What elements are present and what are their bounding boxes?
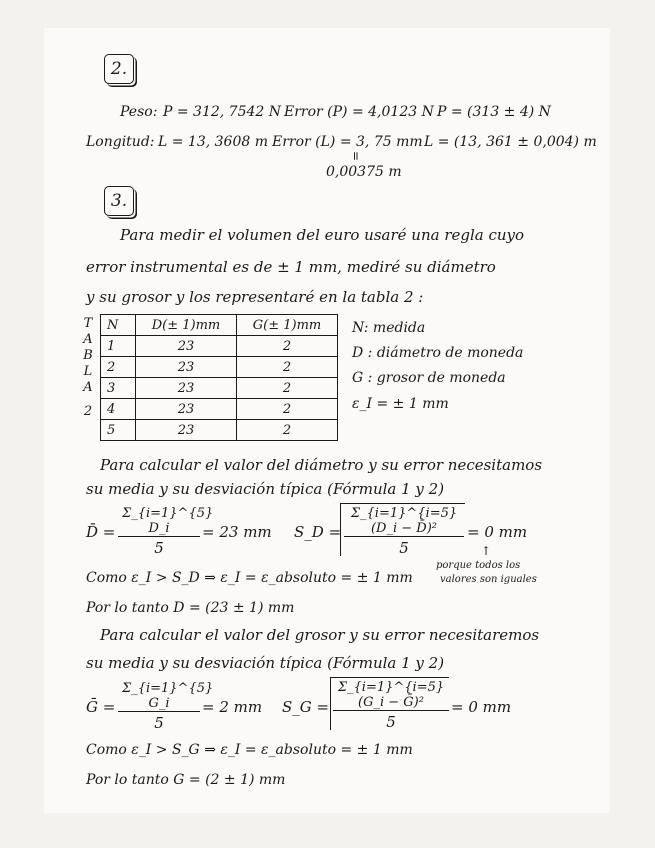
g-mean-result: = 2 mm (202, 698, 263, 716)
legend-d: D : diámetro de moneda (352, 345, 524, 361)
measurements-table (100, 314, 338, 441)
legend-g: G : grosor de moneda (352, 370, 506, 386)
d-mean-fraction (118, 506, 214, 557)
longitud-value: L = 13, 3608 m (158, 134, 268, 150)
cell-g: 2 (237, 378, 338, 399)
d-sd-numerator: Σ_{i=1}^{i=5} (D_i − D̄)² (344, 506, 464, 537)
cell-n: 3 (101, 378, 136, 399)
cell-g: 2 (237, 357, 338, 378)
g-sd-denominator: 5 (386, 713, 396, 731)
d-sd-fraction (344, 506, 464, 557)
longitud-error: Error (L) = 3, 75 mm (272, 134, 423, 150)
g-como: Como ε_I > S_G ⇒ ε_I = ε_absoluto = ± 1 mm (86, 742, 413, 758)
peso-label: Peso: (120, 104, 158, 120)
cell-d: 23 (136, 420, 237, 441)
table-row (101, 399, 338, 420)
cell-n: 2 (101, 357, 136, 378)
cell-d: 23 (136, 399, 237, 420)
g-sd-lhs: S_G = (282, 698, 330, 716)
intro-line-1: Para medir el volumen del euro usaré una regla cuyo (120, 226, 525, 244)
cell-n: 5 (101, 420, 136, 441)
longitud-label: Longitud: (86, 134, 155, 150)
intro-line-3: y su grosor y los representaré en la tabla 2 : (86, 288, 424, 306)
diameter-intro-1: Para calcular el valor del diámetro y su error necesitamos (100, 456, 543, 474)
peso-error: Error (P) = 4,0123 N (284, 104, 434, 120)
g-sd-fraction (333, 680, 449, 731)
g-mean-denominator: 5 (154, 714, 164, 732)
table-row (101, 336, 338, 357)
table-header-row (101, 315, 338, 336)
cell-g: 2 (237, 336, 338, 357)
table-row (101, 357, 338, 378)
section-2-number: 2. (104, 54, 134, 84)
d-sd-result: = 0 mm (467, 523, 528, 541)
peso-value: P = 312, 7542 N (163, 104, 282, 120)
cell-n: 1 (101, 336, 136, 357)
table-side-letter: T (83, 316, 93, 331)
header-n: N (101, 315, 136, 336)
up-arrow-icon: ↑ (481, 544, 492, 558)
header-d: D(± 1)mm (136, 315, 237, 336)
grosor-intro-2: su media y su desviación típica (Fórmula 1 y 2) (86, 654, 445, 672)
table-side-letter: B (83, 348, 93, 363)
d-note-line-2: valores son iguales (440, 574, 537, 585)
d-mean-result: = 23 mm (202, 523, 272, 541)
header-g: G(± 1)mm (237, 315, 338, 336)
grosor-intro-1: Para calcular el valor del grosor y su error necesitaremos (100, 626, 540, 644)
cell-d: 23 (136, 357, 237, 378)
peso-result: P = (313 ± 4) N (437, 104, 551, 120)
d-note-line-1: porque todos los (436, 560, 521, 571)
cell-d: 23 (136, 378, 237, 399)
g-mean-fraction (118, 681, 214, 732)
d-sd-denominator: 5 (399, 539, 409, 557)
cell-n: 4 (101, 399, 136, 420)
d-mean-lhs: D̄ = (86, 523, 116, 541)
legend-error: ε_I = ± 1 mm (352, 396, 449, 412)
intro-line-2: error instrumental es de ± 1 mm, mediré su diámetro (86, 258, 496, 276)
section-3-number: 3. (104, 186, 134, 216)
cell-g: 2 (237, 420, 338, 441)
d-sd-lhs: S_D = (294, 523, 342, 541)
cell-d: 23 (136, 336, 237, 357)
diameter-intro-2: su media y su desviación típica (Fórmula 1 y 2) (86, 480, 445, 498)
g-sd-result: = 0 mm (451, 698, 512, 716)
legend-n: N: medida (352, 320, 426, 336)
table-row (101, 420, 338, 441)
table-side-letter: A (83, 380, 93, 395)
table-side-letter: L (83, 364, 93, 379)
d-mean-numerator: Σ_{i=1}^{5} D_i (118, 506, 200, 537)
cell-g: 2 (237, 399, 338, 420)
d-final: Por lo tanto D = (23 ± 1) mm (86, 600, 295, 616)
d-como: Como ε_I > S_D ⇒ ε_I = ε_absoluto = ± 1 mm (86, 570, 413, 586)
g-mean-numerator: Σ_{i=1}^{5} G_i (118, 681, 200, 712)
table-row (101, 378, 338, 399)
g-sd-numerator: Σ_{i=1}^{i=5} (G_i − Ḡ)² (333, 680, 449, 711)
equals-sign: = (349, 150, 364, 162)
table-side-letter: A (83, 332, 93, 347)
longitud-result: L = (13, 361 ± 0,004) m (424, 134, 597, 150)
table-side-letter: 2 (83, 404, 93, 419)
g-final: Por lo tanto G = (2 ± 1) mm (86, 772, 286, 788)
longitud-error-meters: 0,00375 m (326, 164, 402, 180)
g-mean-lhs: Ḡ = (86, 698, 116, 716)
d-mean-denominator: 5 (154, 539, 164, 557)
